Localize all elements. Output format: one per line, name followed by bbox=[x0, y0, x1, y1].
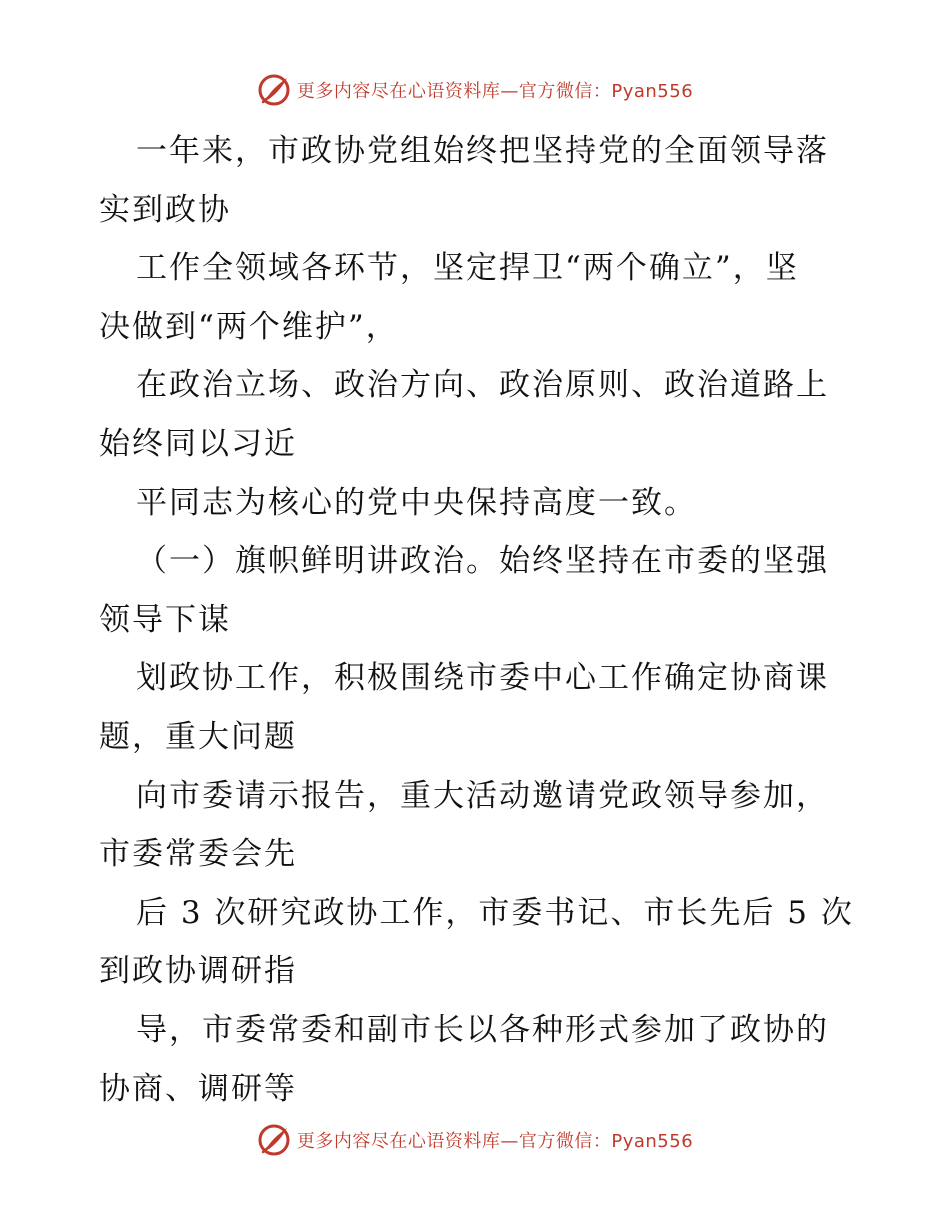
paragraph-line: 划政协工作，积极围绕市委中心工作确定协商课 bbox=[136, 660, 829, 697]
paragraph bbox=[99, 239, 854, 356]
paragraph-line: 导，市委常委和副市长以各种形式参加了政协的 bbox=[136, 1011, 829, 1048]
paragraph bbox=[99, 1001, 854, 1118]
paragraph-line: 领导下谋 bbox=[99, 601, 231, 638]
paragraph bbox=[99, 356, 854, 473]
paragraph bbox=[99, 122, 854, 239]
header-watermark-text: 更多内容尽在心语资料库—官方微信：Pyan556 bbox=[296, 81, 694, 102]
quill-seal-icon bbox=[257, 73, 291, 107]
document-body bbox=[99, 122, 854, 1118]
footer-watermark-text: 更多内容尽在心语资料库—官方微信：Pyan556 bbox=[296, 1131, 694, 1152]
paragraph-line: 后 3 次研究政协工作，市委书记、市长先后 5 次 bbox=[136, 894, 854, 931]
paragraph bbox=[99, 884, 854, 1001]
paragraph-line: 向市委请示报告，重大活动邀请党政领导参加， bbox=[136, 777, 829, 814]
paragraph-line: 实到政协 bbox=[99, 191, 231, 228]
footer-watermark bbox=[0, 1120, 950, 1160]
paragraph-line: 题，重大问题 bbox=[99, 718, 297, 755]
paragraph-line: （一）旗帜鲜明讲政治。始终坚持在市委的坚强 bbox=[136, 543, 829, 580]
paragraph-line: 协商、调研等 bbox=[99, 1070, 297, 1107]
paragraph-line: 市委常委会先 bbox=[99, 836, 297, 873]
paragraph bbox=[99, 767, 854, 884]
paragraph-line: 到政协调研指 bbox=[99, 953, 297, 990]
quill-seal-icon bbox=[257, 1123, 291, 1157]
paragraph-line: 工作全领域各环节，坚定捍卫“两个确立”，坚 bbox=[136, 250, 799, 287]
paragraph-line: 始终同以习近 bbox=[99, 425, 297, 462]
paragraph-line: 决做到“两个维护”， bbox=[99, 308, 399, 345]
paragraph-line: 平同志为核心的党中央保持高度一致。 bbox=[136, 484, 697, 521]
paragraph-line: 一年来，市政协党组始终把坚持党的全面领导落 bbox=[136, 133, 829, 169]
header-watermark bbox=[0, 70, 950, 110]
paragraph bbox=[99, 532, 854, 649]
paragraph bbox=[99, 474, 854, 533]
paragraph-line: 在政治立场、政治方向、政治原则、政治道路上 bbox=[136, 367, 829, 404]
paragraph bbox=[99, 649, 854, 766]
